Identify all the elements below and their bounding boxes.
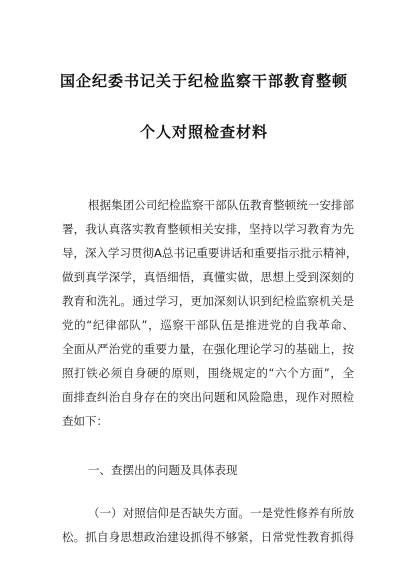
paragraph-line: 党的“纪律部队”，巡察干部队伍是推进党的自我革命、 bbox=[62, 318, 354, 332]
paragraph-line: 照打铁必须自身硬的原则，围绕规定的“六个方面”，全 bbox=[62, 366, 354, 380]
paragraph-line: 教育和洗礼。通过学习，更加深刻认识到纪检监察机关是 bbox=[62, 294, 354, 308]
section-heading: 一、查摆出的问题及具体表现 bbox=[88, 463, 238, 477]
paragraph-line: 导，深入学习贯彻A总书记重要讲话和重要指示批示精神， bbox=[62, 246, 358, 260]
paragraph-line: 署，我认真落实教育整顿相关安排，坚持以学习教育为先 bbox=[62, 222, 354, 236]
paragraph-line: 全面从严治党的重要力量，在强化理论学习的基础上，按 bbox=[62, 342, 354, 356]
paragraph-line: 面排查纠治自身存在的突出问题和风险隐患，现作对照检 bbox=[62, 390, 354, 404]
paragraph-line: 根据集团公司纪检监察干部队伍教育整顿统一安排部 bbox=[88, 198, 354, 212]
document-title: 国企纪委书记关于纪检监察干部教育整顿 bbox=[59, 72, 348, 90]
paragraph-line: 查如下： bbox=[62, 414, 108, 428]
paragraph-line: 松。抓自身思想政治建设抓得不够紧，日常党性教育抓得 bbox=[62, 530, 354, 544]
paragraph-line: （一）对照信仰是否缺失方面。一是党性修养有所放 bbox=[88, 506, 354, 520]
paragraph-line: 做到真学深学，真悟细悟，真懂实做，思想上受到深刻的 bbox=[62, 270, 354, 284]
document-subtitle: 个人对照检查材料 bbox=[139, 123, 268, 141]
